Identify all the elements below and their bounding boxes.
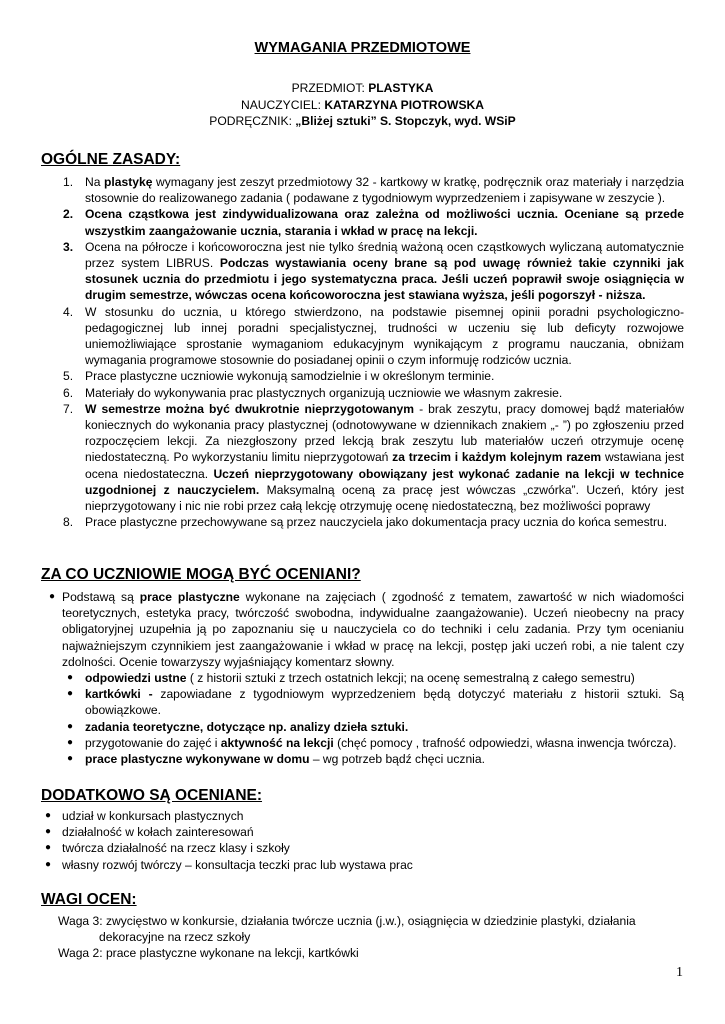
bullet-icon: ● — [49, 591, 56, 602]
bullet-icon: ● — [67, 672, 74, 684]
document-meta — [0, 80, 725, 130]
bullet-icon: ● — [45, 810, 52, 821]
general-rules-list — [41, 174, 684, 530]
rule-item: 5. Prace plastyczne uczniowie wykonują samodzielnie i w określonym terminie. — [63, 369, 495, 384]
bullet-icon: ● — [45, 842, 52, 854]
list-item: ● działalność w kołach zainteresowań — [45, 825, 254, 840]
list-item: ● własny rozwój twórczy – konsultacja teczki prac lub wystawa prac — [45, 857, 413, 872]
subject-line: PRZEDMIOT: PLASTYKA — [291, 81, 434, 95]
book-line: PODRĘCZNIK: „Bliżej sztuki” S. Stopczyk, wyd. WSiP — [209, 114, 516, 128]
document-title: WYMAGANIA PRZEDMIOTOWE — [254, 40, 471, 56]
list-item: ● zadania teoretyczne, dotyczące np. analizy dzieła sztuki. — [67, 719, 409, 734]
list-item: ● przygotowanie do zajęć i aktywność na lekcji (chęć pomocy , trafność odpowiedzi, własna inwencja twórcza). — [67, 735, 677, 750]
section-heading-general: OGÓLNE ZASADY: — [41, 151, 181, 168]
list-item: ● Podstawą są prace plastyczne wykonane na zajęciach ( zgodność z tematem, zawartość w nich wiadomości teoretycznych, estetyka pracy, twórczość swobodna, indywidualne zaangażowanie). Uczeń nieobecny na pracy obligatoryjnej uzupełnia ją po zapoznaniu się u nauczyciela co do techniki i celu zadania. Przy tym ocenianiu najważniejszym czynnikiem jest zaangażowanie i wkład w pracę na lekcji, postęp jaki uczeń robi, a nie talent czy zdolności. Ocenie towarzyszy wyjaśniający komentarz słowny. — [49, 590, 684, 669]
rule-item: 2. Ocena cząstkowa jest zindywidualizowana oraz zależna od możliwości ucznia. Oceniane są przede wszystkim zaangażowanie ucznia, starania i wkład w pracę na lekcji. — [63, 207, 684, 238]
list-item: ● twórcza działalność na rzecz klasy i szkoły — [45, 841, 290, 856]
weights-list — [58, 913, 684, 962]
rule-item: 7. W semestrze można być dwukrotnie nieprzygotowanym - brak zeszytu, pracy domowej bądź materiałów koniecznych do wykonania pracy plastycznej (odnotowywane w dziennikach znakiem „- ”) po zgłoszeniu przed rozpoczęciem lekcji. Za niezgłoszony przed lekcją brak zeszytu lub materiałów uczeń otrzymuje ocenę niedostateczną. Po wykorzystaniu limitu nieprzygotowań za trzecim i każdym kolejnym razem wstawiana jest ocena niedostateczna. Uczeń nieprzygotowany obowiązany jest wykonać zadanie na lekcji w technice uzgodnionej z nauczycielem. Maksymalną oceną za pracę jest wówczas „czwórka”. Uczeń, który jest nieprzygotowany i nic nie robi przez całą lekcję otrzymuję ocenę niedostateczną, bez możliwości poprawy — [63, 401, 685, 514]
rule-item: 6. Materiały do wykonywania prac plastycznych organizują uczniowie we własnym zakresie. — [63, 385, 563, 400]
bullet-icon: ● — [67, 753, 74, 765]
list-item: ● udział w konkursach plastycznych — [45, 809, 244, 823]
list-item: ● kartkówki - zapowiadane z tygodniowym wyprzedzeniem będą dotyczyć materiału z historii sztuki. Są obowiązkowe. — [67, 687, 684, 718]
bullet-icon: ● — [45, 826, 52, 838]
weight-3-continuation: dekoracyjne na rzecz szkoły — [99, 930, 251, 945]
bullet-icon: ● — [67, 720, 74, 732]
graded-list — [41, 589, 684, 767]
list-item: ● prace plastyczne wykonywane w domu – wg potrzeb bądź chęci ucznia. — [67, 752, 485, 767]
rule-item: 1. Na plastykę wymagany jest zeszyt przedmiotowy 32 - kartkowy w kratkę, podręcznik oraz materiały i narzędzia stosownie do realizowanego zadania ( podawane z tygodniowym wyprzedzeniem i zapisywane w zeszycie ). — [63, 175, 684, 206]
rule-item: 3. Ocena na półrocze i końcoworoczna jest nie tylko średnią ważoną ocen cząstkowych wyliczaną automatycznie przez system LIBRUS. Podczas wystawiania oceny brane są pod uwagę również takie czynniki jak stosunek ucznia do przedmiotu i jego systematyczna praca. Jeśli uczeń poprawił swoje osiągnięcia w drugim semestrze, wówczas ocena końcoworoczna jest stawiana wyższa, jeśli pogorszył - niższa. — [63, 239, 684, 303]
bullet-icon: ● — [67, 688, 74, 700]
book-value: „Bliżej sztuki” S. Stopczyk, wyd. WSiP — [295, 114, 516, 128]
bullet-icon: ● — [67, 736, 74, 748]
weight-2-line: Waga 2: prace plastyczne wykonane na lekcji, kartkówki — [58, 946, 359, 961]
list-item: ● odpowiedzi ustne ( z historii sztuki z trzech ostatnich lekcji; na ocenę semestralną z całego semestru) — [67, 671, 635, 686]
section-heading-extra: DODATKOWO SĄ OCENIANE: — [41, 787, 263, 804]
section-heading-graded: ZA CO UCZNIOWIE MOGĄ BYĆ OCENIANI? — [41, 566, 361, 583]
teacher-line: NAUCZYCIEL: KATARZYNA PIOTROWSKA — [241, 97, 484, 112]
extra-list — [41, 808, 684, 873]
rule-item: 4. W stosunku do ucznia, u którego stwierdzono, na podstawie pisemnej opinii poradni psychologiczno-pedagogicznej lub innej poradni specjalistycznej, trudności w uczeniu się lub deficyty rozwojowe uniemożliwiające sprostanie wymaganiom edukacyjnym wynikającym z programu nauczania, obniżam wymagania programowe stosownie do posiadanej opinii o czym informuję rodziców ucznia. — [63, 304, 684, 368]
rule-item: 8. Prace plastyczne przechowywane są przez nauczyciela jako dokumentacja pracy ucznia do końca semestru. — [63, 515, 668, 530]
weight-3-line: Waga 3: zwycięstwo w konkursie, działania twórcze ucznia (j.w.), osiągnięcia w dziedzinie plastyki, działania — [58, 914, 636, 928]
section-heading-weights: WAGI OCEN: — [41, 891, 137, 908]
teacher-value: KATARZYNA PIOTROWSKA — [324, 97, 484, 112]
page-number: 1 — [676, 965, 683, 980]
subject-value: PLASTYKA — [368, 81, 434, 95]
bullet-icon: ● — [45, 858, 52, 870]
